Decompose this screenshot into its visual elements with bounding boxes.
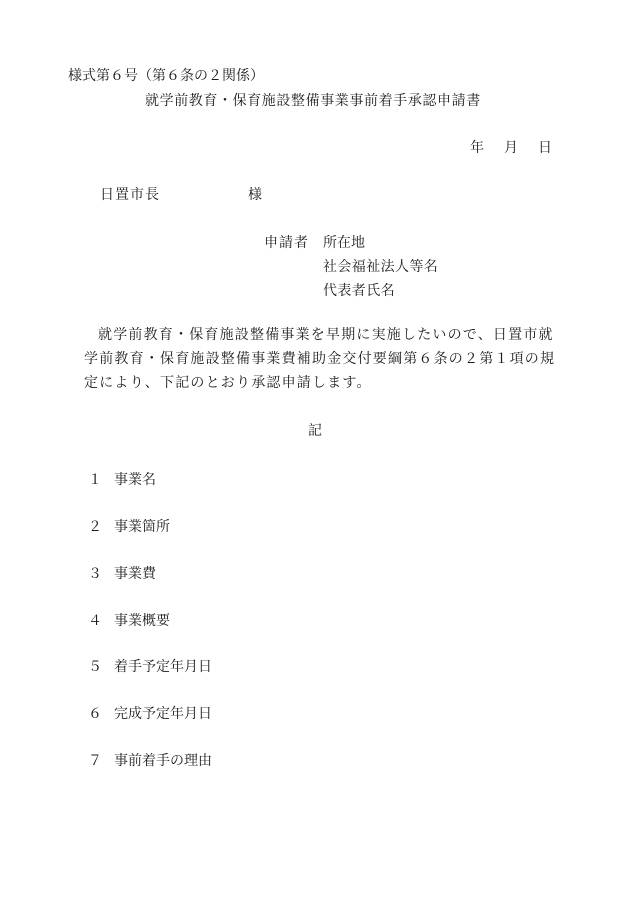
address-label: 所在地: [323, 235, 365, 251]
item-label: 事業概要: [114, 613, 170, 629]
date-month-label: 月: [504, 140, 518, 156]
list-item: [88, 610, 170, 630]
list-item: [88, 656, 212, 676]
body-paragraph: 就学前教育・保育施設整備事業を早期に実施したいので、日置市就学前教育・保育施設整備事業費補助金交付要綱第６条の２第１項の規定により、下記のとおり承認申請します。: [84, 327, 556, 391]
document-title: 就学前教育・保育施設整備事業事前着手承認申請書: [145, 93, 481, 109]
representative-name-label: 代表者氏名: [323, 283, 395, 299]
list-item: [88, 563, 156, 583]
list-item: [88, 516, 170, 536]
item-number: １: [88, 472, 102, 488]
item-number: ６: [88, 706, 102, 722]
list-item: [88, 750, 212, 770]
applicant-label: 申請者: [264, 235, 309, 251]
item-number: ４: [88, 613, 102, 629]
item-number: ７: [88, 753, 102, 769]
item-label: 完成予定年月日: [114, 706, 212, 722]
addressee-honorific: 様: [248, 187, 262, 203]
addressee-name: 日置市長: [100, 187, 160, 203]
organization-name-label: 社会福祉法人等名: [323, 259, 439, 275]
item-label: 事業箇所: [114, 519, 170, 535]
date-line: [470, 137, 552, 157]
item-number: ５: [88, 659, 102, 675]
list-item: [88, 469, 156, 489]
ki-heading: 記: [308, 423, 322, 439]
item-label: 事前着手の理由: [114, 753, 212, 769]
item-number: ３: [88, 566, 102, 582]
item-label: 着手予定年月日: [114, 659, 212, 675]
item-label: 事業費: [114, 566, 156, 582]
list-item: [88, 703, 212, 723]
item-label: 事業名: [114, 472, 156, 488]
date-day-label: 日: [538, 140, 552, 156]
form-number: 様式第６号（第６条の２関係）: [68, 68, 264, 84]
item-number: ２: [88, 519, 102, 535]
date-year-label: 年: [470, 140, 484, 156]
